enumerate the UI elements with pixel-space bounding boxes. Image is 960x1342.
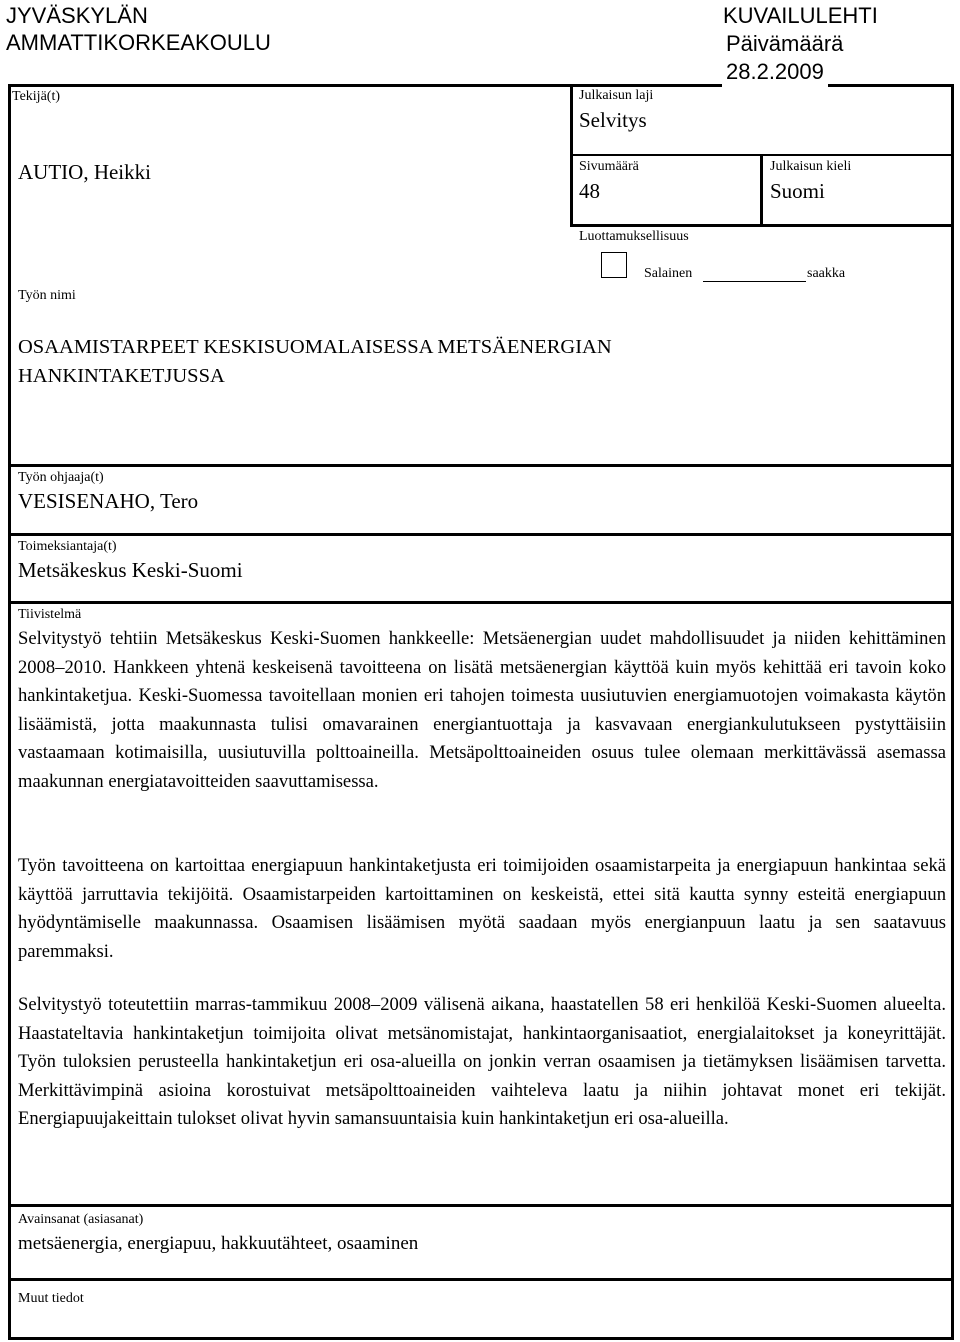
- abstract-section-bottom-line: [8, 1204, 954, 1207]
- keywords-section-bottom-line: [8, 1278, 954, 1281]
- abstract-paragraph-1: Selvitystyö tehtiin Metsäkeskus Keski-Suomen hankkeelle: Metsäenergian uudet mahdollisuudet ja niiden kehittäminen 2008–2010. Hankkeen yhtenä keskeisenä tavoitteena on lisätä metsäenergian käyttöä kuin myös kehittää eri tavoin koko hankintaketjua. Keski-Suomessa tavoitellaan monien eri tahojen toimesta uusiutuvien energiamuotojen voimakasta käytön lisäämistä, jotta maakunnasta tulisi omavarainen energiantuottaja ja kasvavaan energiankulutukseen pystyttäisiin vastaamaan kotimaisilla, uusiutuvilla polttoaineilla. Metsäpolttoaineiden osuus tulee olemaan merkittävässä asemassa maakunnan energiatavoitteiden saavuttamisessa.: [18, 628, 946, 792]
- frame-left-line: [8, 84, 11, 1340]
- author-label: Tekijä(t): [12, 89, 60, 104]
- language-value: Suomi: [770, 179, 825, 203]
- institution-name-line1: JYVÄSKYLÄN: [6, 3, 148, 28]
- keywords-label: Avainsanat (asiasanat): [18, 1212, 144, 1227]
- supervisor-label: Työn ohjaaja(t): [18, 470, 104, 485]
- secret-until-line: [703, 281, 806, 282]
- date-value: 28.2.2009: [726, 59, 824, 84]
- publication-type-value: Selvitys: [579, 108, 647, 132]
- page-count-value: 48: [579, 179, 600, 203]
- frame-right-line: [951, 84, 954, 1340]
- commissioner-section-bottom-line: [8, 601, 954, 604]
- pagecount-language-divider: [760, 154, 763, 227]
- abstract-paragraph-3: Selvitystyö toteutettiin marras-tammikuu 2008–2009 välisenä aikana, haastatellen 58 eri henkilöä Keski-Suomen alueelta. Haastateltavia hankintaketjun toimijoita olivat metsänomistajat, hankintaorganisaatiot, energialaitokset ja koneyrittäjät. Työn tuloksien perusteella hankintaketjun eri osa-alueilla on jonkin verran osaamisen ja tietämyksen lisäämisen tarvetta. Merkittävimpinä asioina korostuivat metsäpolttoaineiden vaihteleva laatu ja niihin johtavat monet eri tekijät. Energiapuujakeittain tulokset olivat hyvin samansuuntaisia kuin hankintaketjun eri osa-alueilla.: [18, 994, 946, 1130]
- frame-top-line-left: [8, 84, 722, 87]
- title-section-bottom-line: [8, 464, 954, 467]
- institution-name-line2: AMMATTIKORKEAKOULU: [6, 30, 271, 55]
- abstract-label: Tiivistelmä: [18, 607, 82, 622]
- publication-type-label: Julkaisun laji: [579, 88, 654, 103]
- document-type: KUVAILULEHTI: [723, 3, 878, 28]
- title-value-line2: HANKINTAKETJUSSA: [18, 365, 225, 387]
- language-label: Julkaisun kieli: [770, 159, 852, 174]
- abstract-paragraph-2: Työn tavoitteena on kartoittaa energiapuun hankintaketjusta eri toimijoiden osaamistarpeita ja energiapuun hankintaa sekä käyttöä jarruttavia tekijöitä. Osaamistarpeiden kartoittaminen on keskeistä, ettei sitä kautta synny esteitä energiapuun hyödyntämiselle maakunnassa. Osaamisen lisäämisen myötä saadaan myös energianpuun laatu ja sen saatavuus paremmaksi.: [18, 855, 946, 962]
- commissioner-label: Toimeksiantaja(t): [18, 539, 117, 554]
- author-value: AUTIO, Heikki: [18, 160, 151, 184]
- page-count-label: Sivumäärä: [579, 159, 639, 174]
- secret-label: Salainen: [644, 266, 693, 281]
- supervisor-section-bottom-line: [8, 533, 954, 536]
- secret-until-label: saakka: [807, 266, 846, 281]
- commissioner-value: Metsäkeskus Keski-Suomi: [18, 558, 243, 582]
- confidentiality-label: Luottamuksellisuus: [579, 229, 689, 244]
- title-value-line1: OSAAMISTARPEET KESKISUOMALAISESSA METSÄENERGIAN: [18, 336, 612, 358]
- frame-top-line-right: [828, 84, 954, 87]
- other-info-label: Muut tiedot: [18, 1291, 84, 1306]
- keywords-value: metsäenergia, energiapuu, hakkuutähteet, osaaminen: [18, 1233, 419, 1254]
- supervisor-value: VESISENAHO, Tero: [18, 489, 199, 513]
- date-label: Päivämäärä: [726, 31, 844, 56]
- pagecount-bottom-line: [570, 224, 954, 227]
- title-label: Työn nimi: [18, 288, 76, 303]
- frame-bottom-line: [8, 1337, 954, 1340]
- secret-checkbox[interactable]: [601, 252, 627, 278]
